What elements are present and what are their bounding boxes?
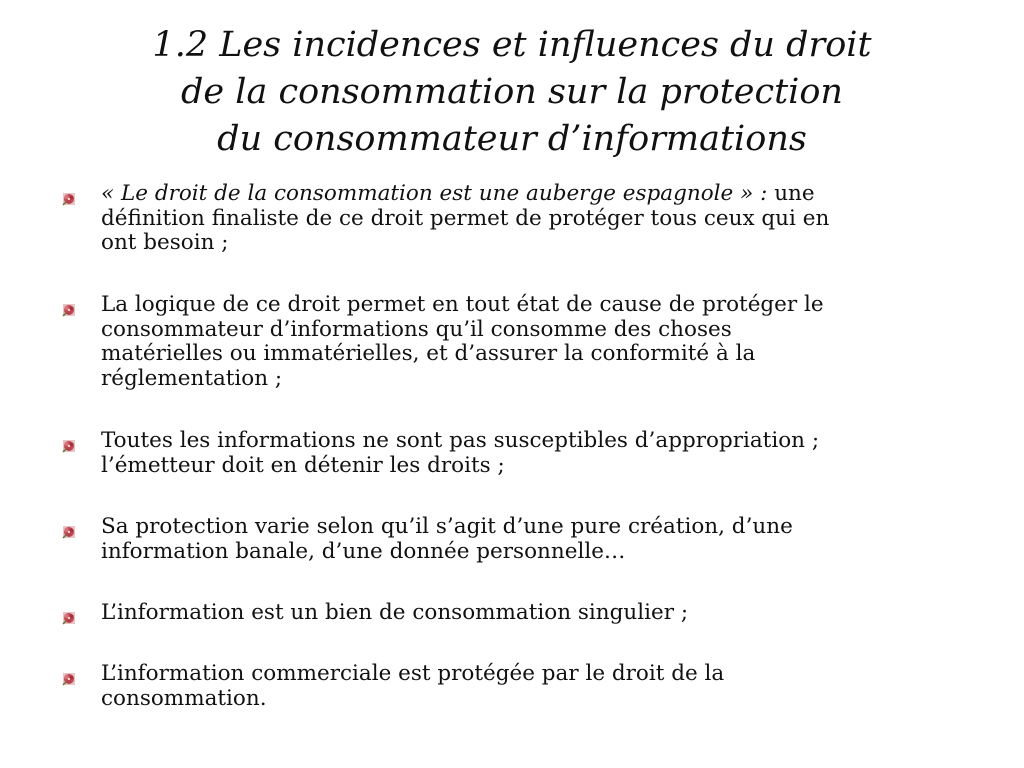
- bullet-item: [62, 182, 829, 256]
- slide-title: [60, 22, 964, 163]
- bullet-text-line: ont besoin ;: [101, 230, 229, 255]
- bullet-item: [62, 662, 724, 711]
- bullet-italic-quote: « Le droit de la consommation est une auberge espagnole » :: [101, 181, 768, 206]
- flower-bullet-icon: [62, 521, 76, 535]
- flower-bullet-icon: [62, 435, 76, 449]
- bullet-text-line: consommateur d’informations qu’il consomme des choses: [101, 316, 732, 342]
- bullet-text-line: définition finaliste de ce droit permet de protéger tous ceux qui en: [101, 205, 830, 231]
- bullet-text-line: réglementation ;: [101, 365, 283, 391]
- flower-bullet-icon: [62, 299, 76, 313]
- flower-bullet-icon: [62, 668, 76, 682]
- bullet-item: [62, 293, 824, 391]
- bullet-text-line: L’information est un bien de consommation singulier ;: [101, 600, 689, 625]
- bullet-text-line: Sa protection varie selon qu’il s’agit d’une pure création, d’une: [101, 514, 793, 539]
- bullet-text-line: consommation.: [101, 685, 267, 711]
- bullet-text-line: La logique de ce droit permet en tout état de cause de protéger le: [101, 292, 824, 317]
- slide-title-line: de la consommation sur la protection: [181, 72, 843, 112]
- bullet-item: [62, 515, 793, 564]
- bullet-text-line: Toutes les informations ne sont pas susceptibles d’appropriation ;: [101, 428, 820, 453]
- bullet-text-line: l’émetteur doit en détenir les droits ;: [101, 452, 505, 478]
- bullet-text-line: L’information commerciale est protégée par le droit de la: [101, 661, 725, 686]
- flower-bullet-icon: [62, 607, 76, 621]
- slide-title-line: 1.2 Les incidences et influences du droit: [152, 25, 872, 65]
- bullet-text-line: matérielles ou immatérielles, et d’assurer la conformité à la: [101, 341, 756, 366]
- bullet-item: [62, 429, 819, 478]
- bullet-text: une: [774, 181, 815, 206]
- bullet-text-line: [101, 182, 829, 207]
- slide-title-line: du consommateur d’informations: [217, 119, 807, 159]
- bullet-text-line: information banale, d’une donnée personnelle…: [101, 538, 626, 564]
- bullet-item: [62, 601, 688, 626]
- flower-bullet-icon: [62, 188, 76, 202]
